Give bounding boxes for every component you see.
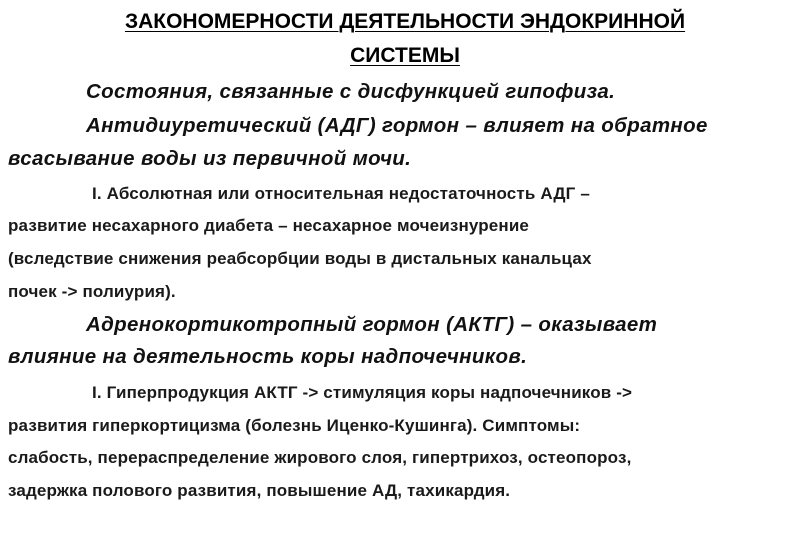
adh-point-line-3: (вследствие снижения реабсорбции воды в дистальных канальцах [8,249,592,268]
actg-point-line-3: слабость, перераспределение жирового слоя, гипертрихоз, остеопороз, [8,448,632,467]
actg-lead-line-1: Адренокортикотропный гормон (АКТГ) – оказывает [86,313,658,336]
actg-point-line-4: задержка полового развития, повышение АД, тахикардия. [8,481,511,500]
actg-point-line-1: I. Гиперпродукция АКТГ -> стимуляция коры надпочечников -> [92,383,633,402]
slide-title-line-2: СИСТЕМЫ [350,44,460,67]
adh-point-line-4: почек -> полиурия). [8,282,176,301]
slide-title-line-1: ЗАКОНОМЕРНОСТИ ДЕЯТЕЛЬНОСТИ ЭНДОКРИННОЙ [124,10,686,33]
actg-lead-line-2: влияние на деятельность коры надпочечников. [8,345,528,368]
adh-point-line-2: развитие несахарного диабета – несахарное мочеизнурение [8,216,530,235]
hypophysis-heading: Состояния, связанные с дисфункцией гипофиза. [86,80,616,103]
adh-lead-line-1: Антидиуретический (АДГ) гормон – влияет на обратное [86,114,708,137]
actg-point-line-2: развития гиперкортицизма (болезнь Иценко-Кушинга). Симптомы: [8,416,581,435]
adh-point-line-1: I. Абсолютная или относительная недостаточность АДГ – [92,184,590,203]
adh-lead-line-2: всасывание воды из первичной мочи. [8,147,412,170]
